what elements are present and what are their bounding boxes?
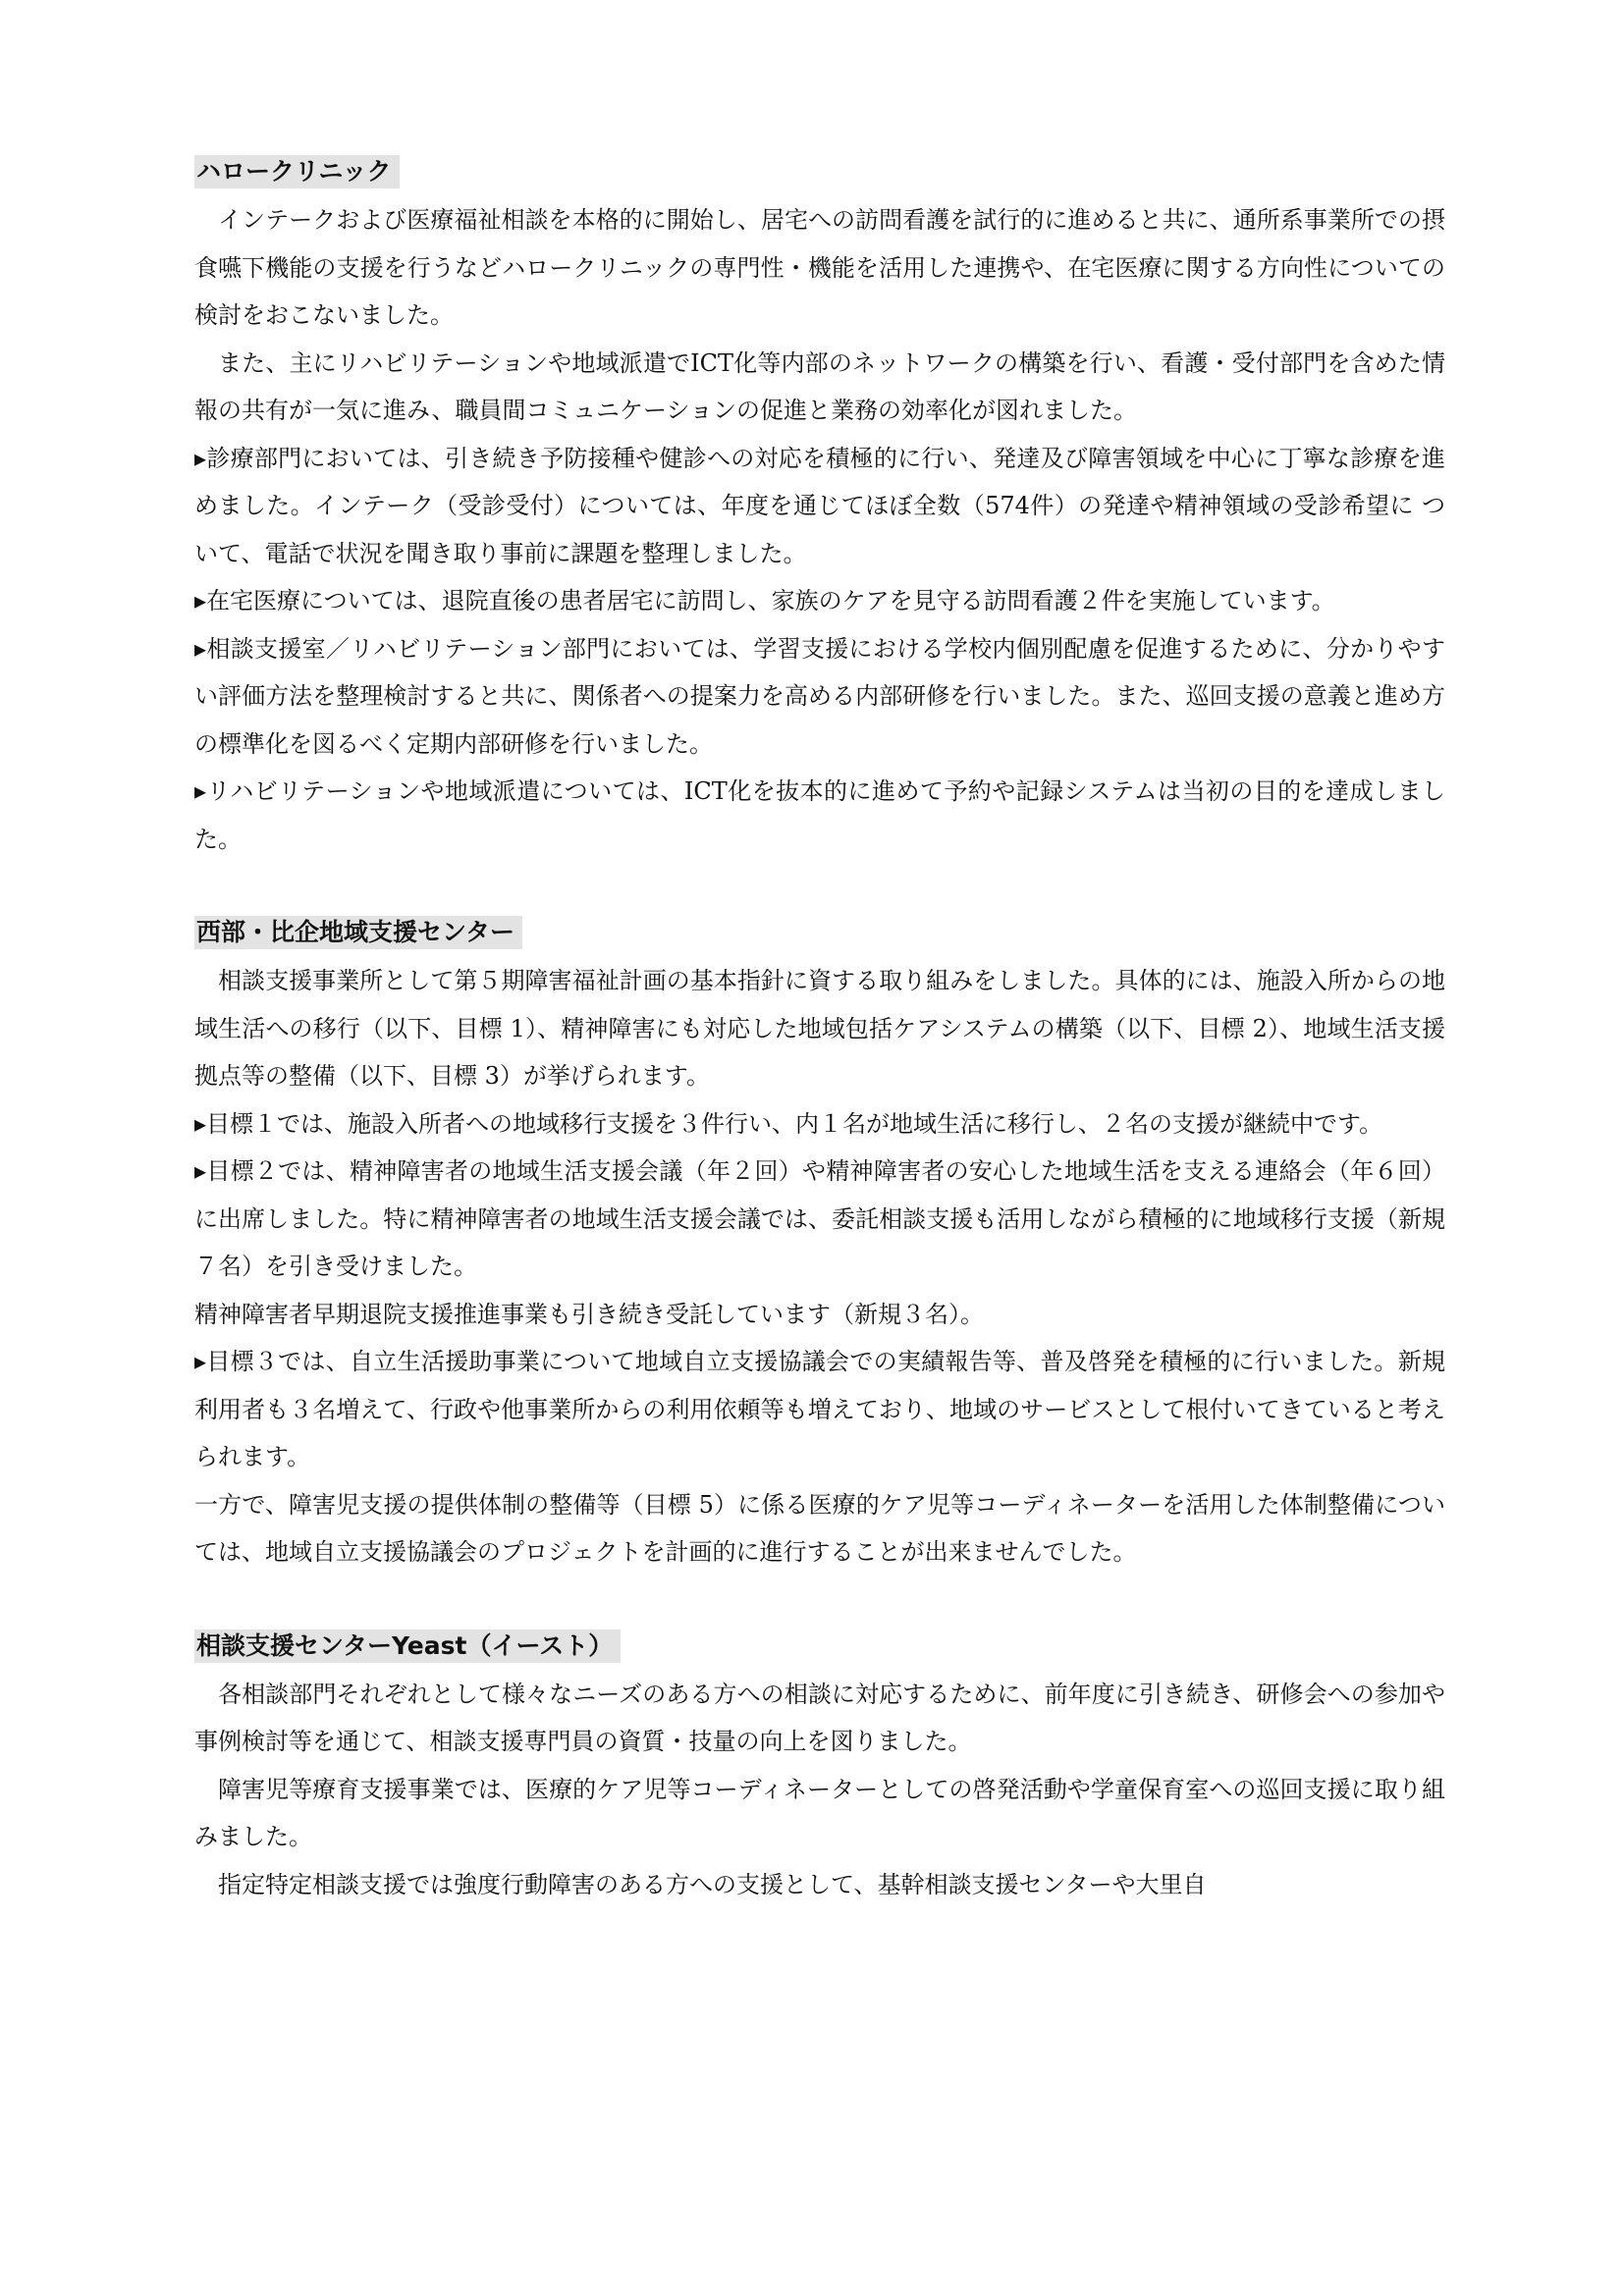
section-hello-clinic (194, 155, 1445, 863)
section-heading: 相談支援センターYeast（イースト） (194, 1629, 621, 1663)
section-yeast-center (194, 1629, 1445, 1909)
paragraph: 指定特定相談支援では強度行動障害のある方への支援として、基幹相談支援センターや大里自 (218, 1870, 1207, 1898)
bullet-paragraph: ▸相談支援室／リハビリテーション部門においては、学習支援における学校内個別配慮を促進するために、分かりやすい評価方法を整理検討すると共に、関係者への提案力を高める内部研修を行いました。また、巡回支援の意義と進め方の標準化を図るべく定期内部研修を行いました。 (194, 634, 1445, 758)
document-page (194, 155, 1445, 1908)
bullet-paragraph: ▸目標２では、精神障害者の地域生活支援会議（年２回）や精神障害者の安心した地域生活を支える連絡会（年６回）に出席しました。特に精神障害者の地域生活支援会議では、委託相談支援も活用しながら積極的に地域移行支援（新規７名）を引き受けました。 (194, 1157, 1445, 1280)
bullet-paragraph: ▸目標３では、自立生活援助事業について地域自立支援協議会での実績報告等、普及啓発を積極的に行いました。新規利用者も３名増えて、行政や他事業所からの利用依頼等も増えており、地域のサービスとして根付いてきていると考えられます。 (194, 1348, 1445, 1470)
paragraph: 各相談部門それぞれとして様々なニーズのある方への相談に対応するために、前年度に引き続き、研修会への参加や事例検討等を通じて、相談支援専門員の資質・技量の向上を図りました。 (194, 1680, 1445, 1755)
paragraph: 一方で、障害児支援の提供体制の整備等（目標 5）に係る医療的ケア児等コーディネーターを活用した体制整備については、地域自立支援協議会のプロジェクトを計画的に進行することが出来ませんでした。 (194, 1490, 1445, 1566)
bullet-paragraph: ▸リハビリテーションや地域派遣については、ICT化を抜本的に進めて予約や記録システムは当初の目的を達成しました。 (194, 777, 1445, 853)
section-heading: ハロークリニック (194, 155, 400, 188)
section-seibu-hiki-center (194, 916, 1445, 1576)
paragraph: 障害児等療育支援事業では、医療的ケア児等コーディネーターとしての啓発活動や学童保育室への巡回支援に取り組みました。 (194, 1775, 1445, 1850)
paragraph: また、主にリハビリテーションや地域派遣でICT化等内部のネットワークの構築を行い、看護・受付部門を含めた情報の共有が一気に進み、職員間コミュニケーションの促進と業務の効率化が図れました。 (194, 348, 1445, 424)
bullet-paragraph: ▸診療部門においては、引き続き予防接種や健診への対応を積極的に行い、発達及び障害領域を中心に丁寧な診療を進めました。インテーク（受診受付）については、年度を通じてほぼ全数（574件）の発達や精神領域の受診希望に ついて、電話で状況を聞き取り事前に課題を整理しました。 (194, 444, 1445, 567)
paragraph: 相談支援事業所として第５期障害福祉計画の基本指針に資する取り組みをしました。具体的には、施設入所からの地域生活への移行（以下、目標 1）、精神障害にも対応した地域包括ケアシステムの構築（以下、目標 2）、地域生活支援拠点等の整備（以下、目標 3）が挙げられます。 (194, 967, 1445, 1090)
bullet-paragraph: ▸在宅医療については、退院直後の患者居宅に訪問し、家族のケアを見守る訪問看護２件を実施しています。 (194, 587, 1335, 614)
paragraph: 精神障害者早期退院支援推進事業も引き続き受託しています（新規３名）。 (194, 1300, 984, 1328)
section-heading: 西部・比企地域支援センター (194, 916, 522, 949)
paragraph: インテークおよび医療福祉相談を本格的に開始し、居宅への訪問看護を試行的に進めると共に、通所系事業所での摂食嚥下機能の支援を行うなどハロークリニックの専門性・機能を活用した連携や、在宅医療に関する方向性についての検討をおこないました。 (194, 206, 1445, 329)
bullet-paragraph: ▸目標１では、施設入所者への地域移行支援を３件行い、内１名が地域生活に移行し、２名の支援が継続中です。 (194, 1109, 1383, 1138)
